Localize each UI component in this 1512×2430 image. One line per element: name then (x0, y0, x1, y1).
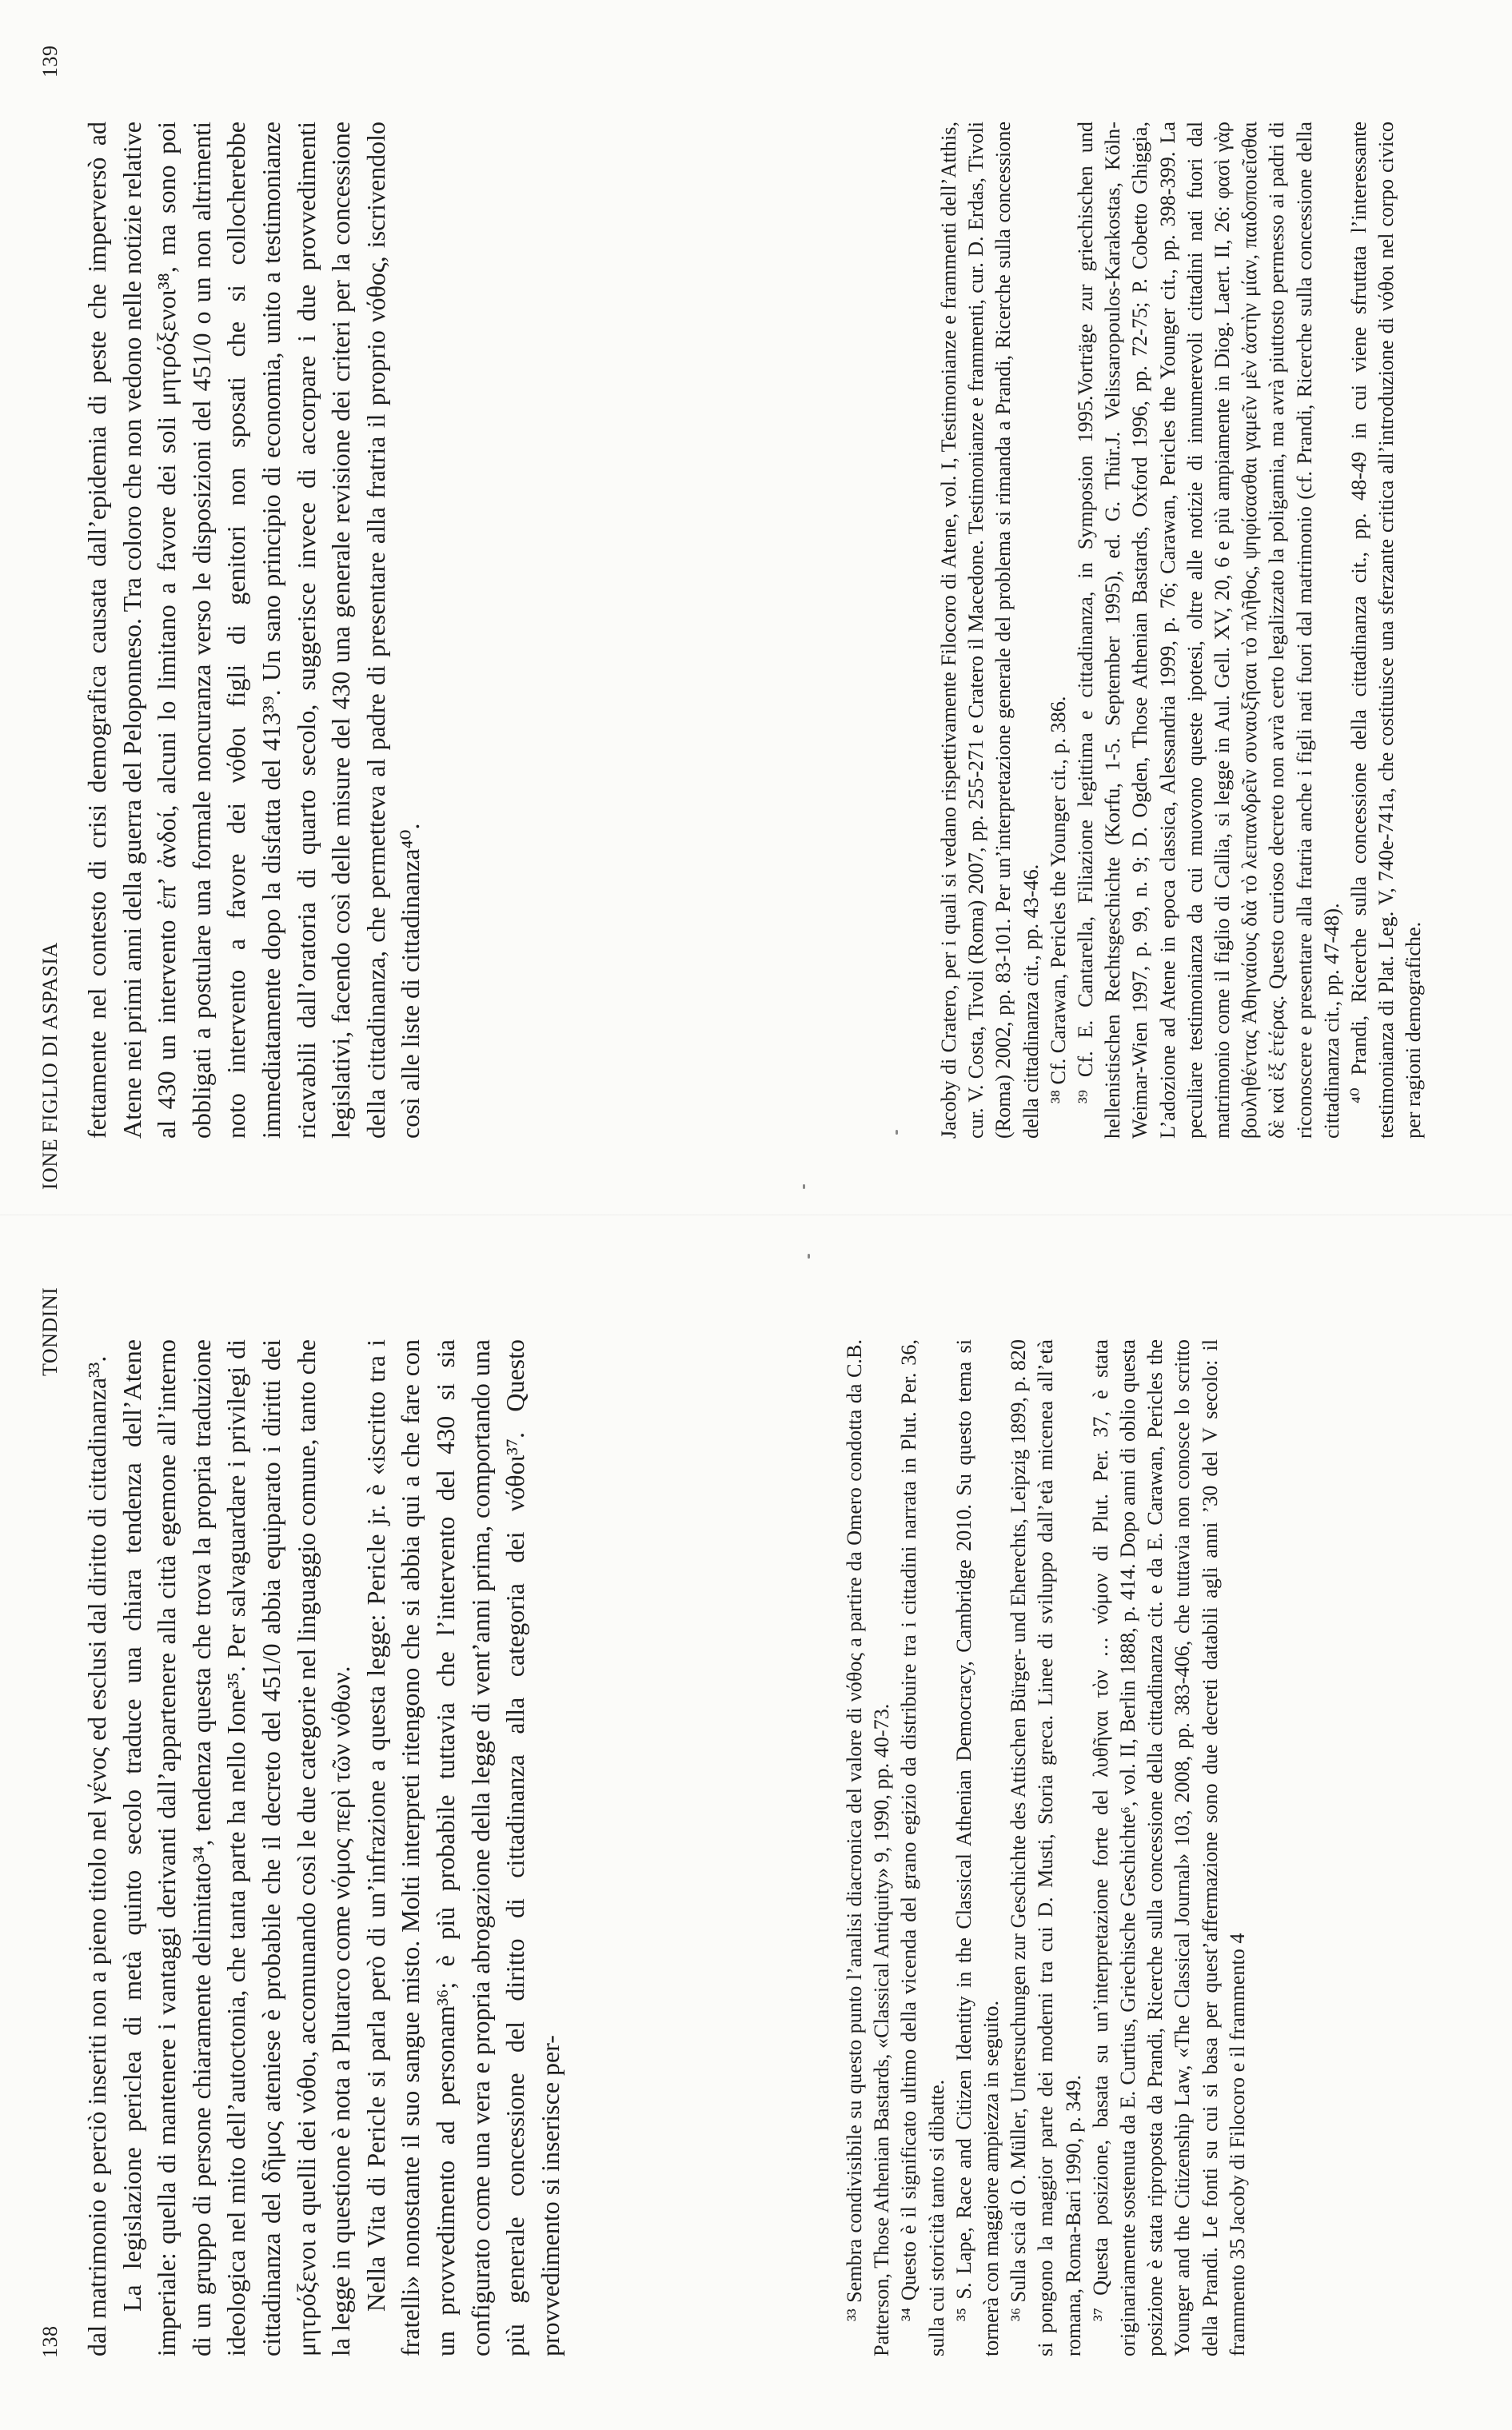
footnote: ³⁷ Questa posizione, basata su un’interpretazione forte del λυθῆναι τὸν … νόμον di Plut. Per. 37, è stata originariamente sostenuta da E. Curtius, Griechische Geschichte⁶, vol. II, Berlin 1888, p. 414. Dopo anni di oblio questa posizione è stata riproposta da Prandi, Ricerche sulla concessione della cittadinanza cit. e da E. Carawan, Pericles the Younger and the Citizenship Law, «The Classical Journal» 103, 2008, pp. 383-406, che tuttavia non conosce lo scritto della Prandi. Le fonti su cui si basa per quest’affermazione sono due decreti databili agli anni ’30 del V secolo: il frammento 35 Jacoby di Filocoro e il frammento 4 (1088, 1339, 1249, 2356)
running-head: TONDINI (38, 1287, 62, 1376)
footnote: ³⁵ S. Lape, Race and Citizen Identity in the Classical Athenian Democracy, Cambridge 2010. Su questo tema si tornerà con maggiore ampiezza in seguito. (951, 1339, 1003, 2356)
footnote-continuation: Jacoby di Cratero, per i quali si vedano rispettivamente Filocoro di Atene, vol. I, Testimonianze e frammenti dell’Atthis, cur. V. Costa, Tivoli (Roma) 2007, pp. 255-271 e Cratero il Macedone. Testimonianze e frammenti, cur. D. Erdas, Tivoli (Roma) 2002, pp. 83-101. Per un’interpretazione generale del problema si rimanda a Prandi, Ricerche sulla concessione della cittadinanza cit., pp. 43-46. (937, 122, 1043, 1139)
footnote: ⁴⁰ Prandi, Ricerche sulla concessione della cittadinanza cit., pp. 48-49 in cui viene sfruttata l’interessante testimonianza di Plat. Leg. V, 740e-741a, che costituisce una sferzante critica all’introduzione di νόθοι nel corpo civico per ragioni demografiche. (1347, 122, 1426, 1139)
scan-speck (808, 1254, 810, 1259)
paragraph: dal matrimonio e perciò inseriti non a pieno titolo nel γένος ed esclusi dal diritto di cittadinanza³³. (82, 1355, 111, 2356)
footnote: ³⁹ Cf. E. Cantarella, Filiazione legittima e cittadinanza, in Symposion 1995.Vorträge zur griechischen und hellenistischen Rechtsgeschichte (Korfu, 1-5. September 1995), ed. G. Thür.J. Velissaropoulos-Karakostas, Köln-Weimar-Wien 1997, p. 99, n. 9; D. Ogden, Those Athenian Bastards, Oxford 1996, pp. 72-75; P. Cobetto Ghiggia, L’adozione ad Atene in epoca classica, Alessandria 1999, p. 76; Carawan, Pericles the Younger cit., pp. 398-399. La peculiare testimonianza da cui muovono queste ipotesi, oltre alle notizie di innumerevoli cittadini nati fuori dal matrimonio come il figlio di Callia, si legge in Aul. Gell. XV, 20, 6 e più ampiamente in Diog. Laert. II, 26: φασὶ γὰρ βουληθέντας Ἀθηναίους διὰ τὸ λειπανδρεῖν συναυξῆσαι τὸ πλῆθος, ψηφίσασθαι γαμεῖν μὲν ἀστὴν μίαν, παιδοποιεῖσθαι δὲ καὶ ἐξ ἑτέρας. Questo curioso decreto non avrà certo legalizzato la poligamia, ma avrà piuttosto permesso ai padri di riconoscere e presentare alla fratria anche i figli nati fuori dal matrimonio (cf. Prandi, Ricerche sulla concessione della cittadinanza cit., pp. 47-48). (1074, 122, 1343, 1139)
main-text (80, 122, 429, 1139)
page-number: 139 (38, 45, 62, 78)
footnotes (841, 1339, 1251, 2356)
running-head: IONE FIGLIO DI ASPASIA (38, 942, 62, 1190)
left-page (0, 1215, 1512, 2430)
footnote: ³³ Sembra condivisibile su questo punto l’analisi diacronica del valore di νόθος a partire da Omero condotta da C.B. Patterson, Those Athenian Bastards, «Classical Antiquity» 9, 1990, pp. 40-73. (843, 1339, 894, 2356)
footnote: ³⁸ Cf. Carawan, Pericles the Younger cit., p. 386. (1046, 696, 1070, 1103)
footnotes (936, 122, 1428, 1139)
paragraph: Nella Vita di Pericle si parla però di un’infrazione a questa legge: Pericle jr. è «iscritto tra i fratelli» nonostante il suo sangue misto. Molti interpreti ritengono che si abbia qui a che fare con un provvedimento ad personam³⁶; è più probabile tuttavia che l’intervento del 430 si sia configurato come una vera e propria abrogazione della legge di vent’anni prima, comportando una più generale concessione del diritto di cittadinanza alla categoria dei νόθοι³⁷. Questo provvedimento si inserisce per- (361, 1339, 565, 2356)
paragraph: fettamente nel contesto di crisi demografica causata dall’epidemia di peste che imperversò ad Atene nei primi anni della guerra del Peloponneso. Tra coloro che non vedono nelle notizie relative al 430 un intervento ἐπ’ ἀνδοί, alcuni lo limitano a favore dei soli μητρόξενοι³⁸, ma sono poi obbligati a postulare una formale noncuranza verso le disposizioni del 451/0 o un non altrimenti noto intervento a favore dei νόθοι figli di genitori non sposati che si collocherebbe immediatamente dopo la disfatta del 413³⁹. Un sano principio di economia, unito a testimonianze ricavabili dall’oratoria di quarto secolo, suggerisce invece di accorpare i due provvedimenti legislativi, facendo così delle misure del 430 una generale revisione dei criteri per la concessione della cittadinanza, che permetteva al padre di presentare alla fratria il proprio νόθος, iscrivendolo così alle liste di cittadinanza⁴⁰. (82, 122, 425, 1139)
paragraph: La legislazione periclea di metà quinto secolo traduce una chiara tendenza dell’Atene imperiale: quella di mantenere i vantaggi derivanti dall’appartenere alla città egemone all’interno di un gruppo di persone chiaramente delimitato³⁴, tendenza questa che trova la propria traduzione ideologica nel mito dell’autoctonia, che tanta parte ha nello Ione³⁵. Per salvaguardare i privilegi di cittadinanza del δῆμος ateniese è probabile che il decreto del 451/0 abbia equiparato i diritti dei μητρόξενοι a quelli dei νόθοι, accomunando così le due categorie nel linguaggio comune, tanto che la legge in questione è nota a Plutarco come νόμος περὶ τῶν νόθων. (117, 1339, 356, 2356)
footnote: ³⁴ Questo è il significato ultimo della vicenda del grano egizio da distribuire tra i cittadini narrata in Plut. Per. 36, sulla cui storicità tanto si dibatte. (897, 1339, 948, 2356)
page-number: 138 (38, 2325, 62, 2358)
footnote: ³⁶ Sulla scia di O. Müller, Untersuchungen zur Geschichte des Attischen Bürger- und Eherechts, Leipzig 1899, p. 820 si pongono la maggior parte dei moderni tra cui D. Musti, Storia greca. Linee di sviluppo dall’età micenea all’età romana, Roma-Bari 1990, p. 349. (1007, 1339, 1085, 2356)
main-text (80, 1339, 568, 2356)
